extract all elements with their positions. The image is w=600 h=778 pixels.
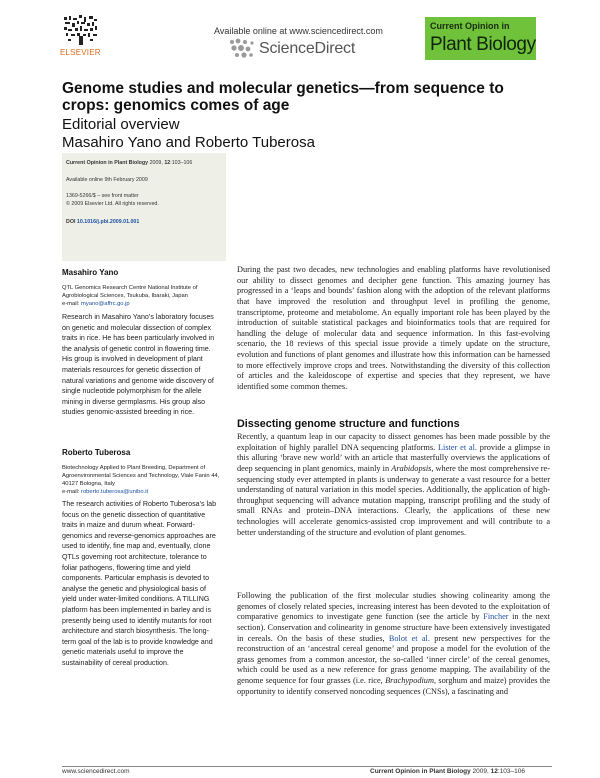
elsevier-tree-logo: [62, 14, 100, 46]
meta-copyright: © 2009 Elsevier Ltd. All rights reserved.: [66, 201, 159, 207]
meta-citation: Current Opinion in Plant Biology 2009, 12:103–106: [66, 160, 193, 166]
journal-banner-small: Current Opinion in: [430, 21, 510, 31]
bio-text-tuberosa: The research activities of Roberto Tuberosa’s lab focus on the genetic dissection of quantitative traits in maize and durum wheat. Forward-genomics and reverse-genomics approaches are used to identify, fine map and, eventually, clone QTLs governing root architecture, tolerance to foliar pathogens, flowering time and yield components. Particular emphasis is devoted to analyse the genetic and physiological basis of yield under water-limited conditions. A TILLING platform has been implemented in barley and is presently being used to identify mutants for root architecture and starch biosynthesis. The long-term goal of the lab is to provide knowledge and genetic materials useful to improve the sustainability of cereal production.: [62, 500, 217, 667]
section-heading: Dissecting genome structure and functions: [237, 418, 460, 430]
available-online-text: Available online at www.sciencedirect.com: [214, 26, 383, 36]
bio-name-yano: Masahiro Yano: [62, 268, 119, 277]
body-paragraph-2: Recently, a quantum leap in our capacity to dissect genomes has been made possible by the exploitation of highly parallel DNA sequencing platforms. Lister et al. provide a glimpse in this alluring ‘brave new world’ with an article that masterfully overviews the applications of deep sequencing in plant genomics, mainly in Arabidopsis, where the most comprehensive re-sequencing study ever attempted in plants is underway to generate a vast resource for a better understanding of natural variation in this model species. Additionally, the application of high-throughput sequencing will advance mutation mapping, transcript profiling and the study of small RNAs and protein–DNA interactions. Clearly, the applications of these new technologies will accelerate genomics-assisted crop improvement and will contribute to a better understanding of the structure and evolution of plant genomes.: [237, 432, 551, 537]
meta-available-date: Available online 9th February 2009: [66, 177, 148, 183]
intro-paragraph: During the past two decades, new technologies and enabling platforms have revolutionised our ability to dissect genomes and decipher gene function. This amazing journey has progressed in a ‘leaps and bounds’ fashion along with the adoption of the relevant platforms that have improved the resolution and throughput level in profiling the genome, transcriptome, proteome and metabolome. An equally important role has been played by the introduction of suitable statistical packages and bioinformatics tools that are required for handling the deluge of molecular data and sequence information. In this fast-evolving scenario, the 18 reviews of this special issue provide a timely update on the structure, evolution and functions of plant genomes and illustrate how this information can be harnessed to more effectively improve crops and trees. Notwithstanding the diversity of this collection of articles and the kaleidoscope of expertise and species that they represent, we have identified some common themes.: [237, 265, 550, 391]
ref-link-fincher[interactable]: Fincher: [483, 612, 509, 622]
article-authors: Masahiro Yano and Roberto Tuberosa: [62, 134, 315, 151]
journal-banner: [425, 17, 536, 60]
ref-link-lister[interactable]: Lister et al.: [437, 442, 477, 452]
elsevier-label: ELSEVIER: [60, 48, 101, 57]
article-meta-box: [62, 153, 226, 261]
journal-banner-large: Plant Biology: [430, 34, 536, 55]
footer-citation: Current Opinion in Plant Biology 2009, 12:103–106: [370, 768, 525, 775]
meta-doi: DOI 10.1016/j.pbi.2009.01.001: [66, 219, 140, 225]
bio-text-yano: Research in Masahiro Yano’s laboratory focuses on genetic and molecular dissection of complex traits in rice. He has been particularly involved in the analysis of genetic control in flowering time. His group is involved in development of plant materials resources for genetic dissection of natural variations and genome wide discovery of single nucleotide polymorphism for the allele mining in diverse germplasms. His group also studies genomic-assisted breeding in rice.: [62, 313, 215, 417]
doi-link[interactable]: 10.1016/j.pbi.2009.01.001: [76, 219, 140, 225]
meta-issn: 1369-5266/$ – see front matter: [66, 193, 139, 199]
footer-divider: [62, 766, 552, 767]
bio-name-tuberosa: Roberto Tuberosa: [62, 448, 131, 457]
email-link-tuberosa[interactable]: roberto.tuberosa@unibo.it: [81, 489, 149, 495]
ref-link-bolot[interactable]: Bolot et al.: [388, 633, 430, 643]
sciencedirect-dots-icon: [228, 38, 256, 60]
article-subtitle: Editorial overview: [62, 116, 180, 133]
sciencedirect-wordmark: ScienceDirect: [259, 40, 356, 57]
article-title: Genome studies and molecular genetics—from sequence to crops: genomics comes of age: [62, 80, 504, 114]
email-link-yano[interactable]: myano@affrc.go.jp: [81, 301, 130, 307]
bio-affiliation-yano: QTL Genomics Research Centre National Institute of Agrobiological Sciences, Tsukuba, Ibaraki, Japan e-mail: myano@affrc.go.jp: [62, 285, 198, 307]
footer-website[interactable]: www.sciencedirect.com: [62, 768, 130, 775]
body-paragraph-3: Following the publication of the first molecular studies showing colinearity among the genomes of closely related species, increasing interest has been devoted to the exploitation of comparative genomics to investigate gene function (see the article by Fincher in the next section). Conservation and colinearity in genome structure have been extensively investigated in cereals. On the basis of these studies, Bolot et al. present new perspectives for the reconstruction of an ‘ancestral cereal genome’ and propose a model for the evolution of the grass genomes from a common ancestor, the so-called ‘inner circle’ of the cereal genomes, which could be used as a new reference for grass genome mapping. The availability of the genome sequence for four grasses (i.e. rice, Brachypodium, sorghum and maize) provides the opportunity to identify conserved noncoding sequences (CNSs), a fascinating and: [237, 591, 550, 696]
bio-affiliation-tuberosa: Biotechnology Applied to Plant Breeding, Department of Agroenvironmental Sciences and Technology, Viale Fanin 44, 40127 Bologna, Italy e-mail: roberto.tuberosa@unibo.it: [62, 465, 220, 495]
